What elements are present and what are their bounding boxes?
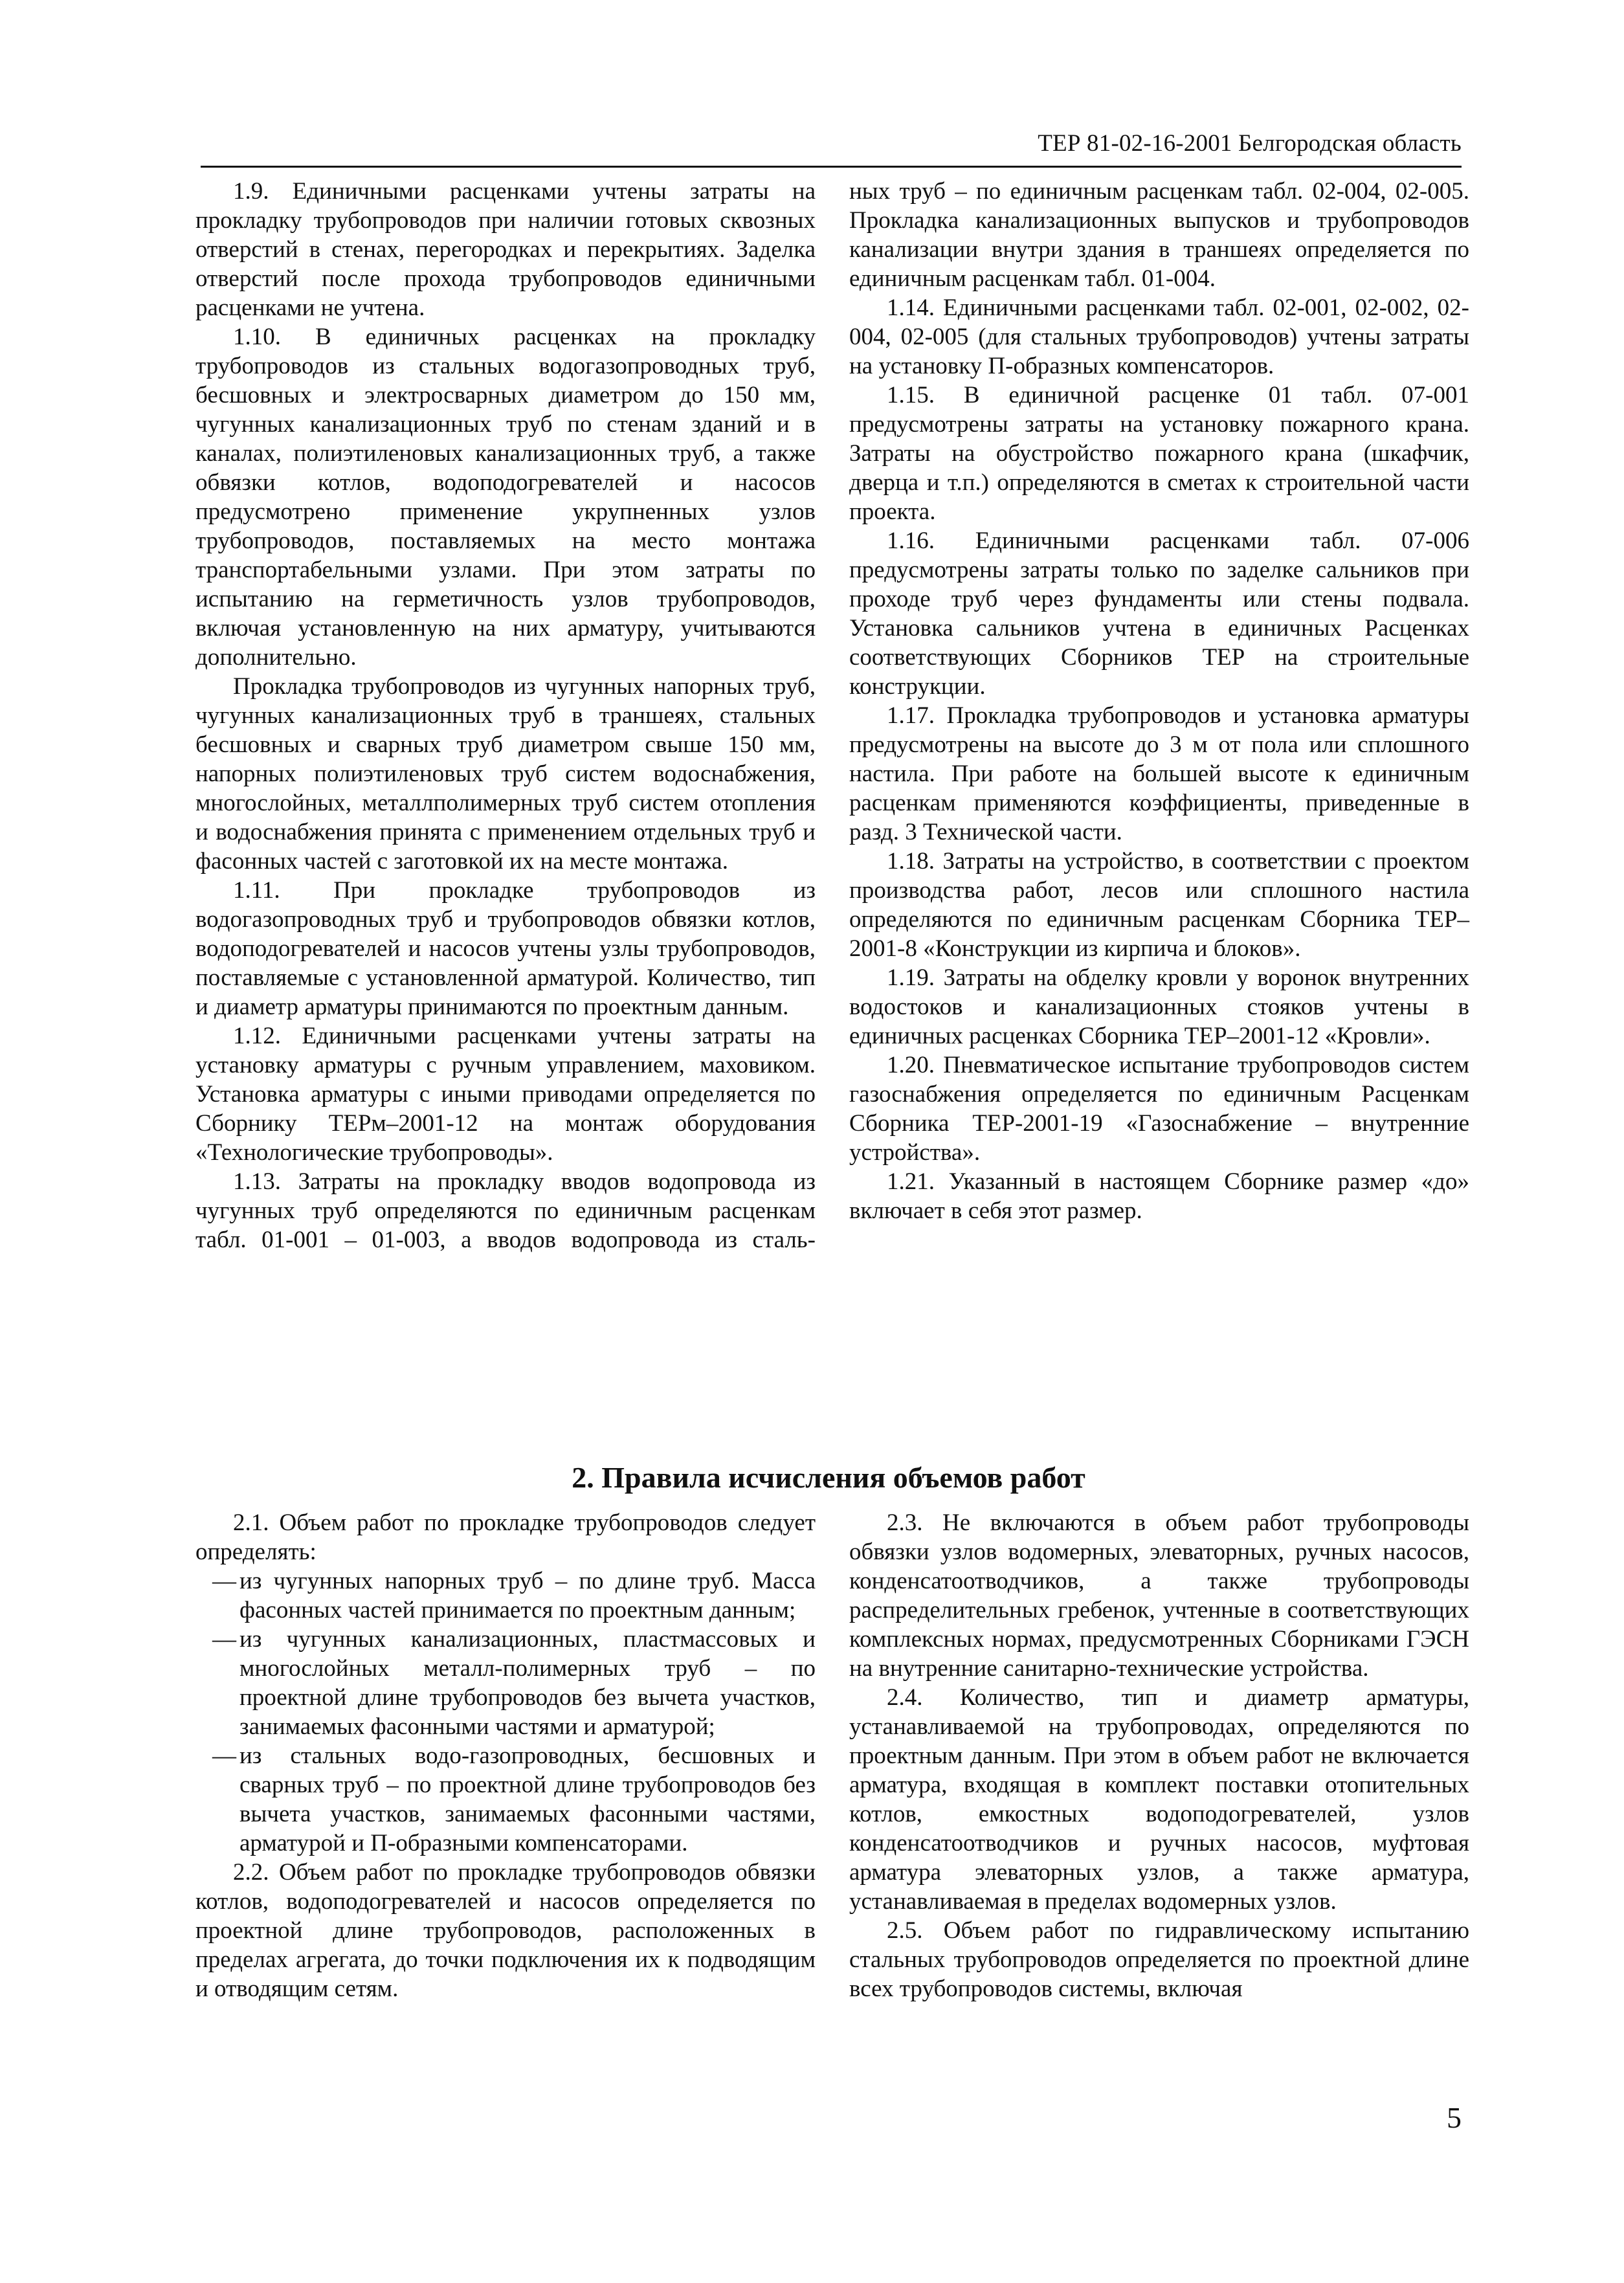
section1-left-column [195,177,816,1254]
paragraph-1-10: 1.10. В единичных расценках на прокладку трубопроводов из стальных водогазопроводных труб, бесшовных и электросварных диаметром до 150 мм, чугунных канализационных труб по стенам зданий и в каналах, полиэтиленовых канализационных труб, а также обвязки котлов, водоподогревателей и насосов предусмотрено применение укрупненных узлов трубопроводов, поставляемых на место монтажа транспортабельными узлами. При этом затраты по испытанию на герметичность узлов трубопроводов, включая установленную на них арматуру, учитываются дополнительно. [195,324,816,671]
page-header [201,128,1462,168]
section1-right-column [849,177,1469,1225]
paragraph-1-13-cont: ных труб – по единичным расценкам табл. 02-004, 02-005. Прокладка канализационных выпусков и трубопроводов канализации внутри здания в траншеях определяется по единичным расценкам табл. 01-004. [849,178,1469,292]
paragraph-1-19: 1.19. Затраты на обделку кровли у воронок внутренних водостоков и канализационных стояков учтены в единичных расценках Сборника ТЕР–2001-12 «Кровли». [849,964,1469,1049]
paragraph-1-12: 1.12. Единичными расценками учтены затраты на установку арматуры с ручным управлением, маховиком. Установка арматуры с иными приводами определяется по Сборнику ТЕРм–2001-12 на монтаж оборудования «Технологические трубопроводы». [195,1023,816,1166]
list-item-text: из чугунных канализационных, пластмассовых и многослойных металл-полимерных труб – по проектной длине трубопроводов без вычета участков, занимаемых фасонными частями и арматурой; [239,1626,816,1740]
section-2-heading: 2. Правила исчисления объемов работ [572,1461,1085,1494]
measurement-rules-list [195,1566,816,1858]
list-item [195,1566,816,1625]
paragraph-1-11: 1.11. При прокладке трубопроводов из водогазопроводных труб и трубопроводов обвязки котлов, водоподогревателей и насосов учтены узлы трубопроводов, поставляемые с установленной арматурой. Количество, тип и диаметр арматуры принимаются по проектным данным. [195,877,816,1020]
page-number: 5 [1447,2101,1462,2134]
paragraph-2-3: 2.3. Не включаются в объем работ трубопроводы обвязки узлов водомерных, элеваторных, ручных насосов, конденсатоотводчиков, а также трубопроводы распределительных гребенок, учтенные в соответствующих комплексных нормах, предусмотренных Сборниками ГЭСН на внутренние санитарно-технические устройства. [849,1509,1469,1682]
paragraph-2-5: 2.5. Объем работ по гидравлическому испытанию стальных трубопроводов определяется по проектной длине всех трубопроводов системы, включая [849,1917,1469,2002]
paragraph-1-14: 1.14. Единичными расценками табл. 02-001, 02-002, 02-004, 02-005 (для стальных трубопроводов) учтены затраты на установку П-образных компенсаторов. [849,295,1469,379]
paragraph-1-9: 1.9. Единичными расценками учтены затраты на прокладку трубопроводов при наличии готовых сквозных отверстий в стенах, перегородках и перекрытиях. Заделка отверстий после прохода трубопроводов единичными расценками не учтена. [195,178,816,321]
paragraph-1-16: 1.16. Единичными расценками табл. 07-006 предусмотрены затраты только по заделке сальников при проходе труб через фундаменты или стены подвала. Установка сальников учтена в единичных Расценках соответствующих Сборников ТЕР на строительные конструкции. [849,528,1469,700]
list-item [195,1741,816,1858]
paragraph-1-21: 1.21. Указанный в настоящем Сборнике размер «до» включает в себя этот размер. [849,1168,1469,1224]
section2-right-column [849,1508,1469,2003]
paragraph-1-10-cont: Прокладка трубопроводов из чугунных напорных труб, чугунных канализационных труб в траншеях, стальных бесшовных и сварных труб диаметром свыше 150 мм, напорных полиэтиленовых труб систем водоснабжения, многослойных, металлполимерных труб систем отопления и водоснабжения принята с применением отдельных труб и фасонных частей с заготовкой их на месте монтажа. [195,673,816,874]
paragraph-2-4: 2.4. Количество, тип и диаметр арматуры, устанавливаемой на трубопроводах, определяются по проектным данным. При этом в объем работ не включается арматура, входящая в комплект поставки отопительных котлов, емкостных водоподогревателей, узлов конденсатоотводчиков и ручных насосов, муфтовая арматура элеваторных узлов, а также арматура, устанавливаемая в пределах водомерных узлов. [849,1684,1469,1915]
paragraph-1-13: 1.13. Затраты на прокладку вводов водопровода из чугунных труб определяются по единичным расценкам табл. 01-001 – 01-003, а вводов водопровода из сталь- [195,1168,816,1253]
paragraph-2-2: 2.2. Объем работ по прокладке трубопроводов обвязки котлов, водоподогревателей и насосов определяется по проектной длине трубопроводов, расположенных в пределах агрегата, до точки подключения их к подводящим и отводящим сетям. [195,1859,816,2002]
paragraph-2-1: 2.1. Объем работ по прокладке трубопроводов следует определять: [195,1509,816,1565]
paragraph-1-15: 1.15. В единичной расценке 01 табл. 07-001 предусмотрены затраты на установку пожарного крана. Затраты на обустройство пожарного крана (шкафчик, дверца и т.п.) определяются в сметах к строительной части проекта. [849,382,1469,525]
section2-left-column [195,1508,816,2003]
paragraph-1-18: 1.18. Затраты на устройство, в соответствии с проектом производства работ, лесов или сплошного настила определяются по единичным расценкам Сборника ТЕР–2001-8 «Конструкции из кирпича и блоков». [849,848,1469,962]
list-item-text: из чугунных напорных труб – по длине труб. Масса фасонных частей принимается по проектным данным; [239,1568,816,1623]
paragraph-1-20: 1.20. Пневматическое испытание трубопроводов систем газоснабжения определяется по единичным Расценкам Сборника ТЕР-2001-19 «Газоснабжение – внутренние устройства». [849,1052,1469,1166]
dash-bullet: — [212,1568,236,1594]
paragraph-1-17: 1.17. Прокладка трубопроводов и установка арматуры предусмотрены на высоте до 3 м от пола или сплошного настила. При работе на большей высоте к единичным расценкам применяются коэффициенты, приведенные в разд. 3 Технической части. [849,702,1469,845]
document-code-header: ТЕР 81-02-16-2001 Белгородская область [1038,130,1462,157]
list-item-text: из стальных водо-газопроводных, бесшовных и сварных труб – по проектной длине трубопроводов без вычета участков, занимаемых фасонными частями, арматурой и П-образными компенсаторами. [239,1743,816,1856]
dash-bullet: — [212,1626,236,1653]
list-item [195,1625,816,1741]
dash-bullet: — [212,1743,236,1769]
